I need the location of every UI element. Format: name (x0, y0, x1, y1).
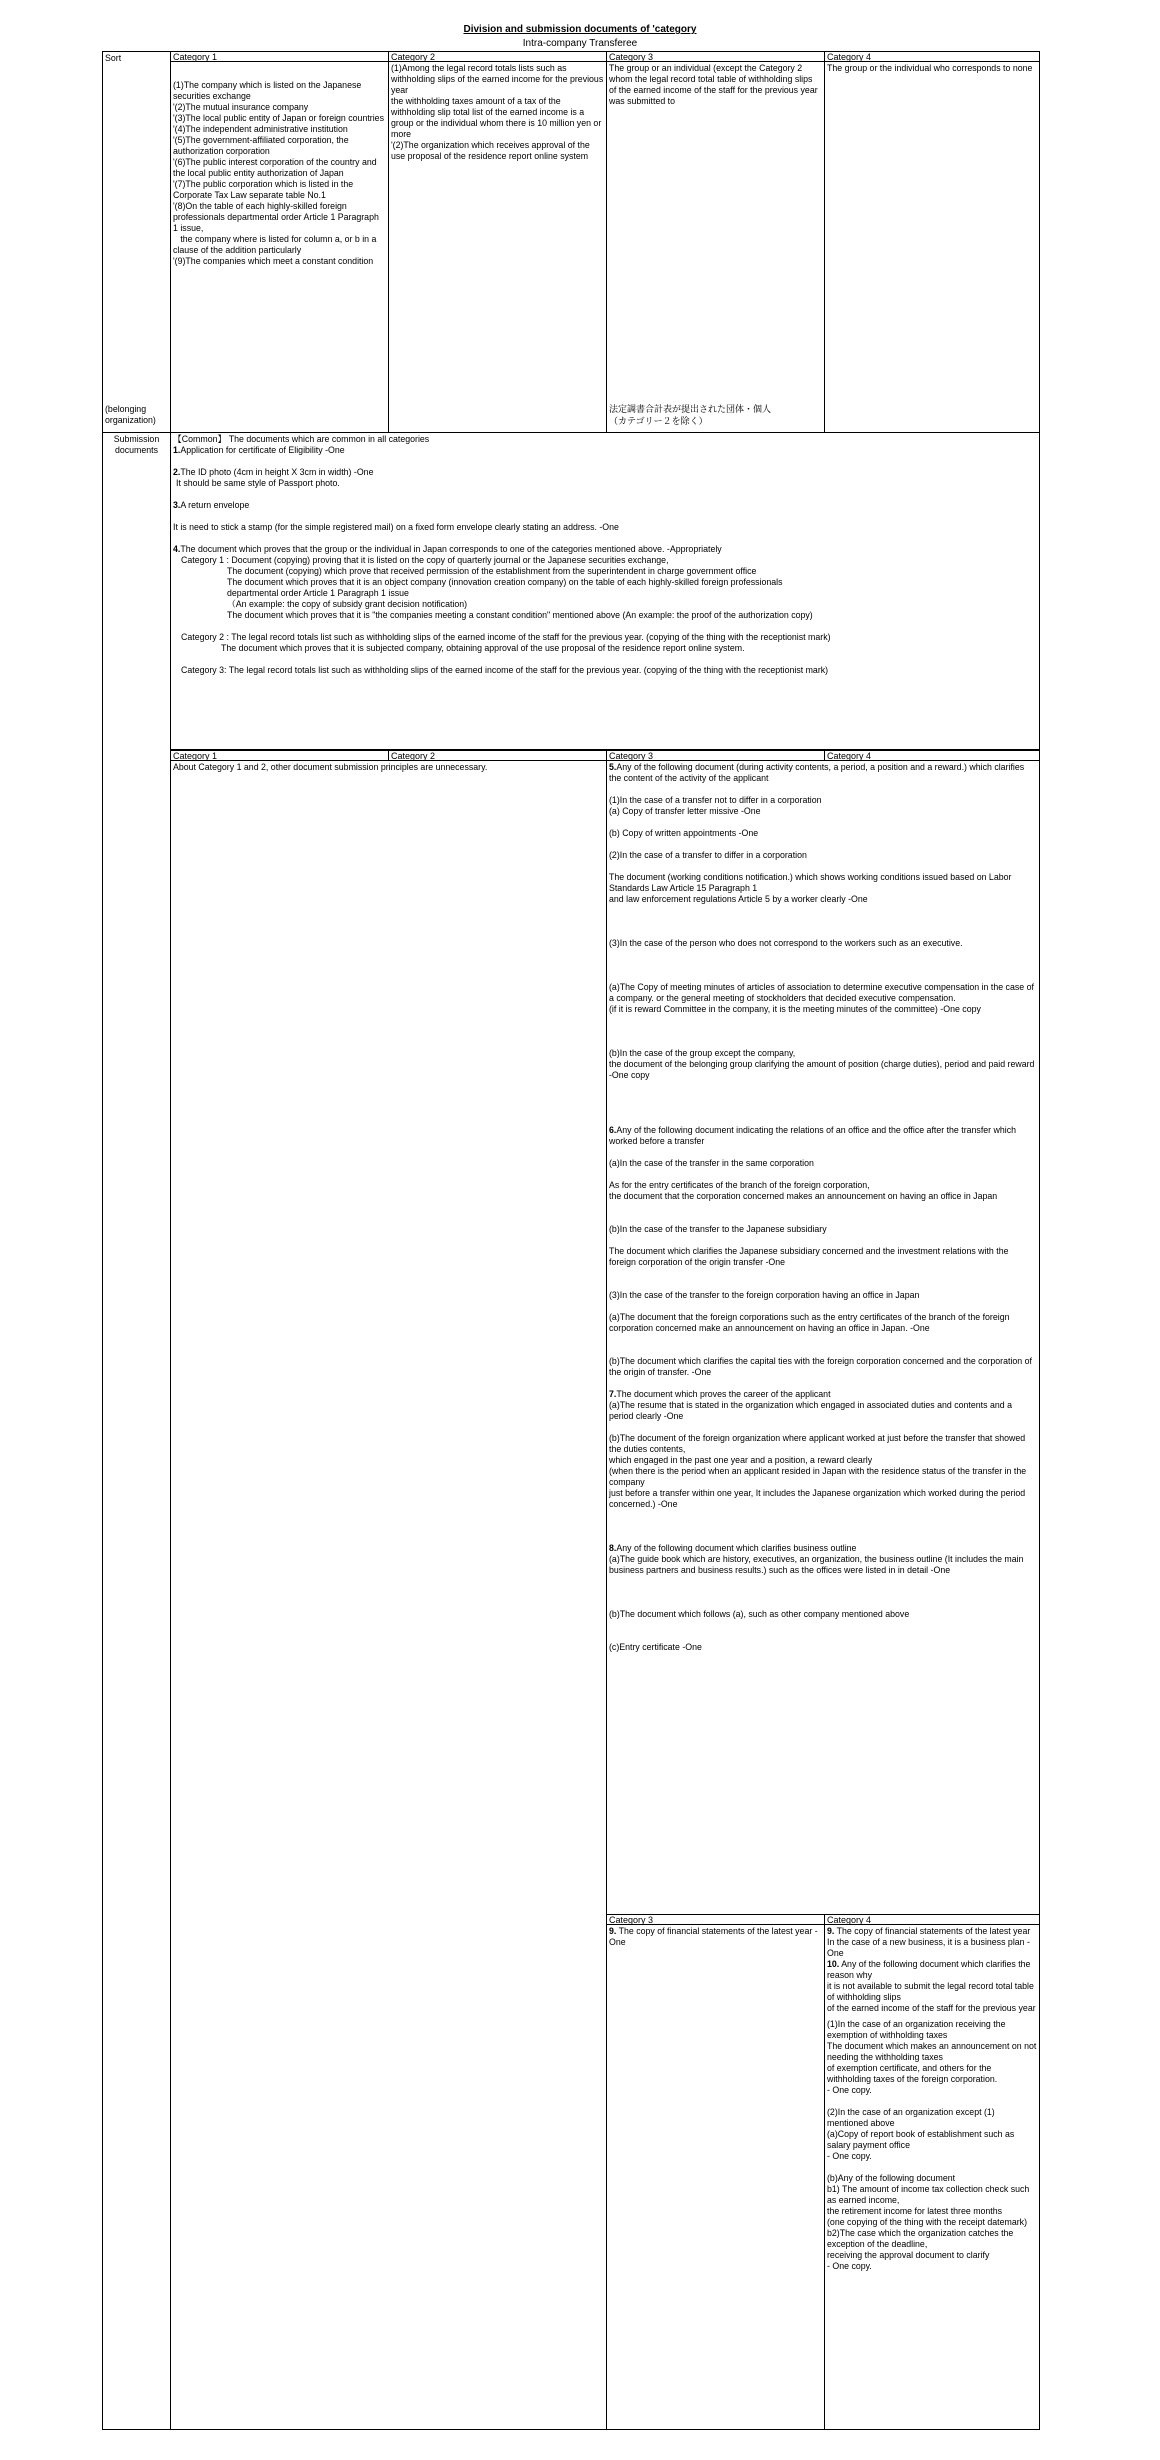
item-6-line: The document which clarifies the Japanese subsidiary concerned and the investment relations with the foreign corporation of the origin transfer -One (609, 1246, 1009, 1267)
sort-label: Sort (105, 53, 122, 63)
docs-header-category-3: Category 3 (606, 750, 825, 761)
item-6-line: (a)In the case of the transfer in the same corporation (609, 1158, 814, 1168)
cat4-sub1-line: of exemption certificate, and others for the withholding taxes of the foreign corporation. (827, 2063, 998, 2084)
cat1-item: (1)The company which is listed on the Japanese securities exchange (173, 80, 362, 101)
common-item-3: A return envelope (180, 500, 250, 510)
common-item-2: The ID photo (4cm in height X 3cm in width) -One (180, 467, 374, 477)
category-1-proof-line: （An example: the copy of subsidy grant decision notification) (227, 599, 468, 609)
item-number: 4. (173, 544, 181, 554)
item-6-line: the document that the corporation concerned makes an announcement on having an office in Japan (609, 1191, 998, 1201)
item-number: 6. (609, 1125, 617, 1135)
cat4-sub1-line: (1)In the case of an organization receiving the exemption of withholding taxes (827, 2019, 1006, 2040)
item-number: 2. (173, 467, 181, 477)
item-number: 9. (609, 1926, 617, 1936)
category-2-proof-line: The document which proves that it is subjected company, obtaining approval of the use proposal of the residence report online system. (221, 643, 745, 653)
item-8-heading: Any of the following document which clarifies business outline (616, 1543, 857, 1553)
sort-category-3-cell (606, 61, 825, 433)
item-number: 8. (609, 1543, 617, 1553)
item-number: 9. (827, 1926, 835, 1936)
item-number: 10. (827, 1959, 840, 1969)
item-6-line: As for the entry certificates of the branch of the foreign corporation, (609, 1180, 870, 1190)
item-5-line: (3)In the case of the person who does not correspond to the workers such as an executive. (609, 938, 963, 948)
cat4-sub3-line: b1) The amount of income tax collection check such as earned income, (827, 2184, 1030, 2205)
sort-category-4-cell (824, 61, 1040, 433)
cat2-item: (1)Among the legal record totals lists such as withholding slips of the earned income for the previous year (391, 63, 604, 95)
common-item-2-note: It should be same style of Passport photo. (176, 478, 340, 488)
common-heading: 【Common】 The documents which are common in all categories (173, 434, 430, 444)
category-1-proof-line: The document which proves that it is an object company (innovation creation company) on the table of each highly-skilled foreign professionals (227, 577, 783, 587)
item-7-line: (a)The resume that is stated in the organization which engaged in associated duties and contents and a period clearly -One (609, 1400, 1012, 1421)
submission-documents-label-cell (102, 432, 171, 2430)
item-5-line: (b)In the case of the group except the company, (609, 1048, 796, 1058)
item-5-line: (a) Copy of transfer letter missive -One (609, 806, 761, 816)
item-7-line: (when there is the period when an applicant resided in Japan with the residence status of the transfer in the company (609, 1466, 1027, 1487)
cat4-item-9: The copy of financial statements of the latest year (834, 1926, 1031, 1936)
item-8-line: (a)The guide book which are history, executives, an organization, the business outline (It includes the main business partners and business results.) such as the offices were listed in in detail -One (609, 1554, 1024, 1575)
cat4-item-10-line: of the earned income of the staff for the previous year (827, 2003, 1036, 2013)
category-1-proof-line: The document (copying) which prove that received permission of the establishment from the superintendent in charge government office (227, 566, 757, 576)
sort-header-category-3: Category 3 (606, 51, 825, 62)
cat3-japanese-line-1: 法定調書合計表が提出された団体・個人 (609, 405, 772, 415)
docs-category-1-2-cell (170, 760, 607, 2430)
cat4-item-10-line: it is not available to submit the legal record total table of withholding slips (827, 1981, 1034, 2002)
docs-header-category-4: Category 4 (824, 750, 1040, 761)
cat4-text: The group or the individual who corresponds to none (827, 63, 1033, 73)
cat4-sub2-line: (a)Copy of report book of establishment such as salary payment office (827, 2129, 1015, 2150)
item-5-line: (2)In the case of a transfer to differ in a corporation (609, 850, 807, 860)
cat4-sub3-line: the retirement income for latest three months (827, 2206, 1003, 2216)
item-7-line: which engaged in the past one year and a position, a reward clearly (609, 1455, 873, 1465)
sort-category-1-cell (170, 61, 389, 433)
item-8-line: (b)The document which follows (a), such as other company mentioned above (609, 1609, 910, 1619)
cat4-item-10: Any of the following document which clarifies the reason why (827, 1959, 1031, 1980)
cat3-japanese-line-2: （カテゴリー２を除く） (609, 417, 708, 427)
item-6-line: (b)In the case of the transfer to the Japanese subsidiary (609, 1224, 827, 1234)
item-7-line: just before a transfer within one year, It includes the Japanese organization which worked during the period concerned.) -One (609, 1488, 1026, 1509)
common-item-1: Application for certificate of Eligibility -One (180, 445, 345, 455)
cat4-item-9-note: In the case of a new business, it is a business plan -One (827, 1937, 1030, 1958)
item-5-line: (1)In the case of a transfer not to differ in a corporation (609, 795, 822, 805)
sort-row-label-cell (102, 51, 171, 433)
cat4-sub3-line: (one copying of the thing with the receipt datemark) (827, 2217, 1027, 2227)
belonging-organization-label: (belonging organization) (105, 404, 156, 425)
fin-category-3-cell (606, 1924, 825, 2430)
cat4-sub3-line: b2)The case which the organization catches the exception of the deadline, (827, 2228, 1014, 2249)
cat4-sub1-line: The document which makes an announcement on not needing the withholding taxes (827, 2041, 1037, 2062)
cat4-sub2-line: - One copy. (827, 2151, 872, 2161)
cat4-sub3-line: receiving the approval document to clarify (827, 2250, 990, 2260)
cat2-item: '(2)The organization which receives approval of the use proposal of the residence report online system (391, 140, 590, 161)
item-number: 7. (609, 1389, 617, 1399)
item-5-line: (a)The Copy of meeting minutes of articles of association to determine executive compensation in the case of a company. or the general meeting of stockholders that decided executive compensation. (609, 982, 1034, 1003)
cat1-item: '(5)The government-affiliated corporation, the authorization corporation (173, 135, 349, 156)
item-6-line: (b)The document which clarifies the capital ties with the foreign corporation concerned and the corporation of the origin of transfer. -One (609, 1356, 1032, 1377)
submission-documents-label: Submission documents (113, 434, 160, 455)
item-5-line: The document (working conditions notification.) which shows working conditions issued based on Labor Standards Law Article 15 Paragraph 1 (609, 872, 1012, 893)
sort-header-category-2: Category 2 (388, 51, 607, 62)
category-1-2-note: About Category 1 and 2, other document submission principles are unnecessary. (173, 762, 488, 772)
category-1-proof-line: The document which proves that it is "the companies meeting a constant condition" mentioned above (An example: the proof of the authorization copy) (227, 610, 813, 620)
item-6-line: (a)The document that the foreign corporations such as the entry certificates of the branch of the foreign corporation concerned make an announcement on having an office in Japan. -One (609, 1312, 1010, 1333)
cat3-item-9: The copy of financial statements of the latest year -One (609, 1926, 818, 1947)
common-item-3-note: It is need to stick a stamp (for the simple registered mail) on a fixed form envelope clearly stating an address. -One (173, 522, 619, 532)
category-1-proof-line: departmental order Article 1 Paragraph 1 issue (227, 588, 409, 598)
item-number: 5. (609, 762, 617, 772)
cat1-item: '(6)The public interest corporation of the country and the local public entity authorization of Japan (173, 157, 377, 178)
cat4-sub3-line: (b)Any of the following document (827, 2173, 956, 2183)
cat1-item: '(9)The companies which meet a constant condition (173, 256, 374, 266)
sort-header-category-1: Category 1 (170, 51, 389, 62)
item-number: 3. (173, 500, 181, 510)
fin-header-category-4: Category 4 (824, 1914, 1040, 1925)
cat4-sub1-line: - One copy. (827, 2085, 872, 2095)
common-documents-cell (170, 432, 1040, 750)
docs-category-3-4-cell (606, 760, 1040, 1915)
cat4-sub2-line: (2)In the case of an organization except (1) mentioned above (827, 2107, 995, 2128)
cat1-item: '(2)The mutual insurance company (173, 102, 309, 112)
cat1-item: the company where is listed for column a, or b in a clause of the addition particularly (173, 234, 379, 255)
item-5-line: and law enforcement regulations Article 5 by a worker clearly -One (609, 894, 868, 904)
cat1-item: '(3)The local public entity of Japan or foreign countries (173, 113, 384, 123)
sort-header-blank (102, 51, 171, 63)
fin-category-4-cell (824, 1924, 1040, 2430)
item-7-line: (b)The document of the foreign organization where applicant worked at just before the transfer that showed the duties contents, (609, 1433, 1026, 1454)
category-3-proof-line: Category 3: The legal record totals list such as withholding slips of the earned income of the staff for the previous year. (copying of the thing with the receptionist mark) (181, 665, 829, 675)
item-6-heading: Any of the following document indicating the relations of an office and the office after the transfer which worked before a transfer (609, 1125, 1017, 1146)
docs-header-category-1: Category 1 (170, 750, 389, 761)
cat1-item: '(7)The public corporation which is listed in the Corporate Tax Law separate table No.1 (173, 179, 354, 200)
cat3-text: The group or an individual (except the Category 2 whom the legal record total table of withholding slips of the earned income of the staff for the previous year was submitted to (609, 63, 818, 106)
docs-header-category-2: Category 2 (388, 750, 607, 761)
cat4-sub3-line: - One copy. (827, 2261, 872, 2271)
sort-header-category-4: Category 4 (824, 51, 1040, 62)
page-subtitle: Intra-company Transferee (522, 38, 638, 49)
item-number: 1. (173, 445, 181, 455)
fin-header-category-3: Category 3 (606, 1914, 825, 1925)
category-1-proof-line: Category 1 : Document (copying) proving that it is listed on the copy of quarterly journal or the Japanese securities exchange, (181, 555, 669, 565)
sort-category-2-cell (388, 61, 607, 433)
item-5-line: the document of the belonging group clarifying the amount of position (charge duties), period and paid reward -One copy (609, 1059, 1035, 1080)
page-title: Division and submission documents of 'category (463, 24, 697, 35)
cat1-item: '(4)The independent administrative institution (173, 124, 348, 134)
item-5-line: (b) Copy of written appointments -One (609, 828, 759, 838)
item-5-heading: Any of the following document (during activity contents, a period, a position and a reward.) which clarifies the content of the activity of the applicant (609, 762, 1025, 783)
cat1-item: '(8)On the table of each highly-skilled foreign professionals departmental order Article 1 Paragraph 1 issue, (173, 201, 379, 233)
item-7-heading: The document which proves the career of the applicant (616, 1389, 831, 1399)
item-5-line: (if it is reward Committee in the company, it is the meeting minutes of the committee) -One copy (609, 1004, 981, 1014)
category-2-proof-line: Category 2 : The legal record totals list such as withholding slips of the earned income of the staff for the previous year. (copying of the thing with the receptionist mark) (181, 632, 831, 642)
common-item-4: The document which proves that the group or the individual in Japan corresponds to one of the categories mentioned above. -Appropriately (180, 544, 722, 554)
item-6-line: (3)In the case of the transfer to the foreign corporation having an office in Japan (609, 1290, 920, 1300)
cat2-item: the withholding taxes amount of a tax of the withholding slip total list of the earned income is a group or the individual whom there is 10 million yen or more (391, 96, 602, 139)
item-8-line: (c)Entry certificate -One (609, 1642, 702, 1652)
